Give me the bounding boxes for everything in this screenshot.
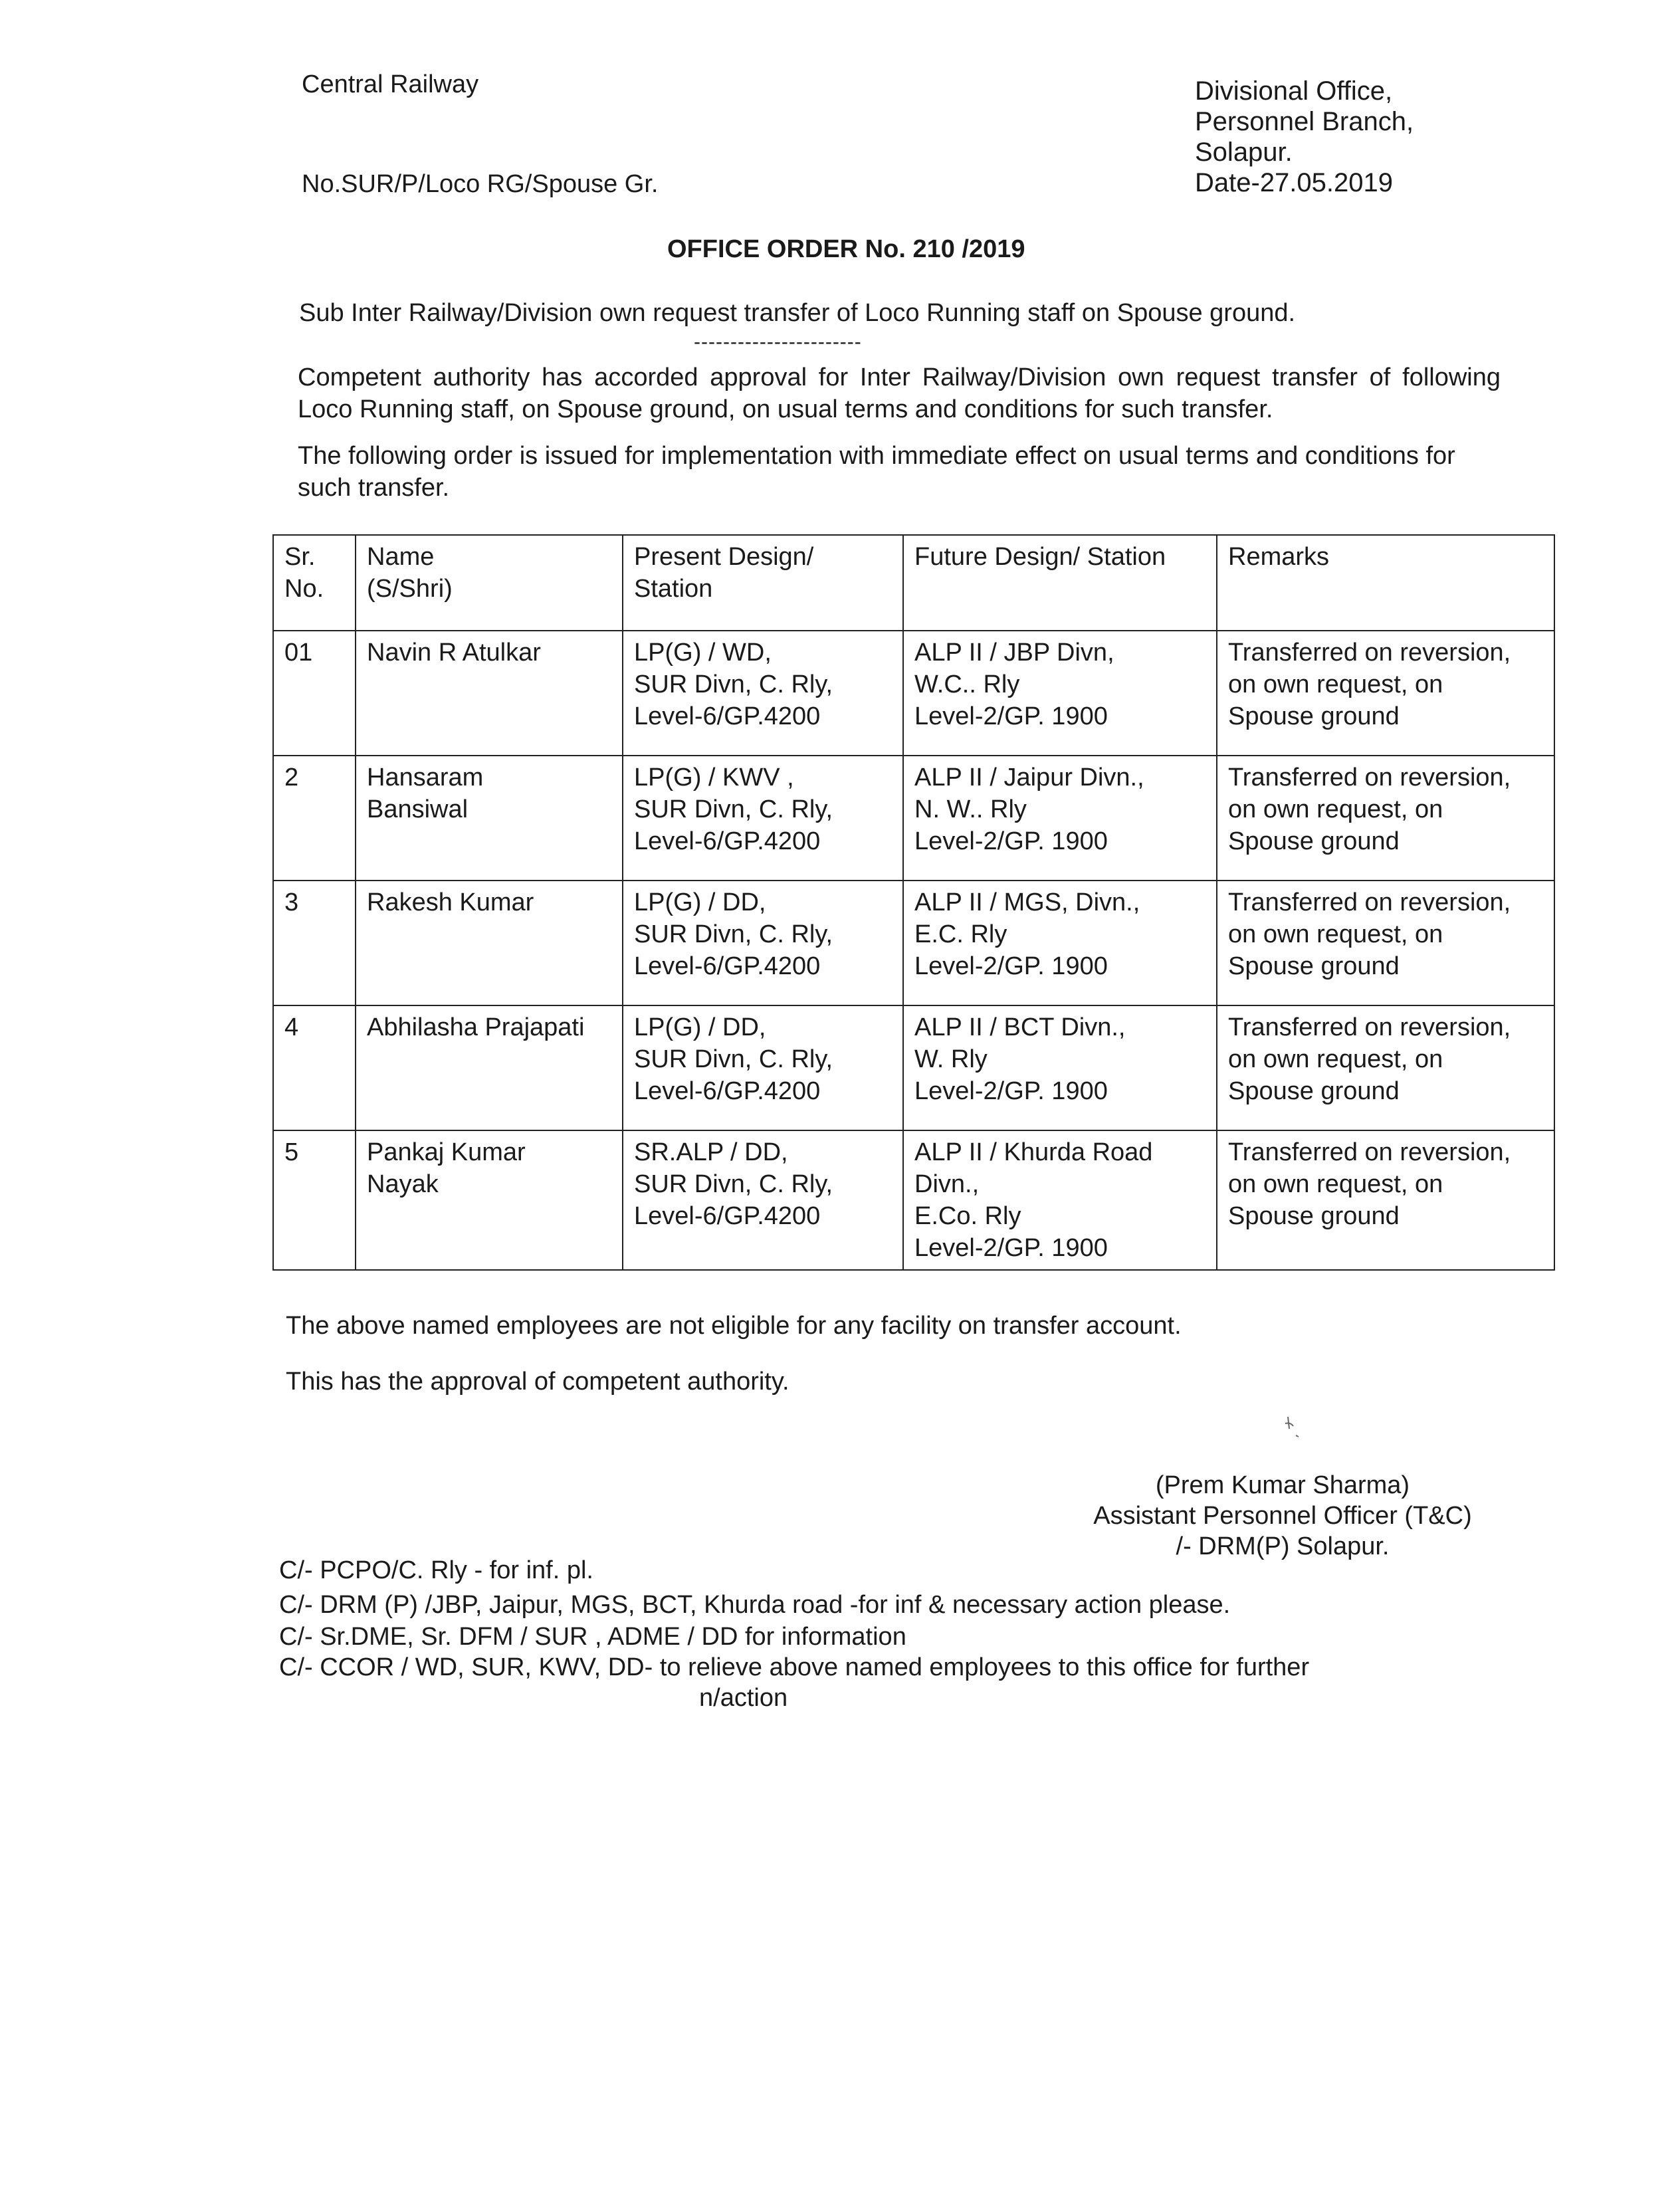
- approval-paragraph: Competent authority has accorded approval for Inter Railway/Division own request transfer of following Loco Running staff, on Spouse ground, on usual terms and conditions for such transfer.: [298, 364, 1501, 423]
- cell-sr: 01: [273, 631, 356, 756]
- copy-to-line: C/- CCOR / WD, SUR, KWV, DD- to relieve above named employees to this office for further: [279, 1653, 1310, 1681]
- table-row: [273, 1005, 1554, 1130]
- cell-name: Pankaj Kumar Nayak: [356, 1130, 623, 1270]
- cell-sr: 3: [273, 881, 356, 1005]
- cell-present: LP(G) / DD, SUR Divn, C. Rly, Level-6/GP.4200: [623, 1005, 903, 1130]
- header-name: Name (S/Shri): [356, 535, 623, 631]
- order-date: Date-27.05.2019: [1195, 168, 1394, 197]
- table-row: [273, 631, 1554, 756]
- cell-remarks: Transferred on reversion, on own request, on Spouse ground: [1217, 631, 1554, 756]
- header-remarks: Remarks: [1217, 535, 1554, 631]
- cell-name: Hansaram Bansiwal: [356, 756, 623, 881]
- header-sr-no: Sr. No.: [273, 535, 356, 631]
- subject-divider: -----------------------: [694, 331, 862, 353]
- cell-remarks: Transferred on reversion, on own request, on Spouse ground: [1217, 1130, 1554, 1270]
- cell-remarks: Transferred on reversion, on own request, on Spouse ground: [1217, 1005, 1554, 1130]
- cell-present: SR.ALP / DD, SUR Divn, C. Rly, Level-6/GP.4200: [623, 1130, 903, 1270]
- transfer-table: [272, 534, 1555, 1271]
- table-header-row: [273, 535, 1554, 631]
- header-future-design: Future Design/ Station: [903, 535, 1217, 631]
- copy-to-line: C/- PCPO/C. Rly - for inf. pl.: [279, 1556, 593, 1584]
- signatory-designation: Assistant Personnel Officer (T&C): [1093, 1502, 1472, 1530]
- office-line: Solapur.: [1195, 138, 1293, 167]
- header-present-design: Present Design/ Station: [623, 535, 903, 631]
- cell-future: ALP II / MGS, Divn., E.C. Rly Level-2/GP. 1900: [903, 881, 1217, 1005]
- cell-remarks: Transferred on reversion, on own request, on Spouse ground: [1217, 756, 1554, 881]
- table-row: [273, 881, 1554, 1005]
- office-line: Personnel Branch,: [1195, 107, 1414, 136]
- cell-sr: 4: [273, 1005, 356, 1130]
- cell-sr: 5: [273, 1130, 356, 1270]
- cell-future: ALP II / JBP Divn, W.C.. Rly Level-2/GP. 1900: [903, 631, 1217, 756]
- signatory-name: (Prem Kumar Sharma): [1155, 1471, 1410, 1499]
- document-title: OFFICE ORDER No. 210 /2019: [667, 235, 1025, 263]
- table-row: [273, 756, 1554, 881]
- table-row: [273, 1130, 1554, 1270]
- cell-name: Navin R Atulkar: [356, 631, 623, 756]
- cell-name: Abhilasha Prajapati: [356, 1005, 623, 1130]
- cell-future: ALP II / Jaipur Divn., N. W.. Rly Level-2/GP. 1900: [903, 756, 1217, 881]
- eligibility-note: The above named employees are not eligible for any facility on transfer account.: [286, 1312, 1182, 1340]
- copy-to-continuation: n/action: [699, 1684, 788, 1712]
- subject-line: Sub Inter Railway/Division own request transfer of Loco Running staff on Spouse ground.: [299, 299, 1296, 327]
- implementation-paragraph: The following order is issued for implementation with immediate effect on usual terms and conditions for such transfer.: [298, 442, 1455, 502]
- cell-future: ALP II / Khurda Road Divn., E.Co. Rly Level-2/GP. 1900: [903, 1130, 1217, 1270]
- cell-remarks: Transferred on reversion, on own request, on Spouse ground: [1217, 881, 1554, 1005]
- approval-note: This has the approval of competent authority.: [286, 1368, 789, 1396]
- office-address-block: [1195, 76, 1414, 198]
- cell-name: Rakesh Kumar: [356, 881, 623, 1005]
- office-line: Divisional Office,: [1195, 76, 1393, 106]
- cell-present: LP(G) / WD, SUR Divn, C. Rly, Level-6/GP.4200: [623, 631, 903, 756]
- reference-number: No.SUR/P/Loco RG/Spouse Gr.: [302, 170, 659, 198]
- copy-to-line: C/- Sr.DME, Sr. DFM / SUR , ADME / DD for information: [279, 1623, 906, 1651]
- signature-mark: [1273, 1409, 1313, 1449]
- cell-present: LP(G) / KWV , SUR Divn, C. Rly, Level-6/GP.4200: [623, 756, 903, 881]
- cell-future: ALP II / BCT Divn., W. Rly Level-2/GP. 1900: [903, 1005, 1217, 1130]
- organization-name: Central Railway: [302, 70, 479, 98]
- cell-sr: 2: [273, 756, 356, 881]
- signatory-office: /- DRM(P) Solapur.: [1176, 1532, 1390, 1560]
- cell-present: LP(G) / DD, SUR Divn, C. Rly, Level-6/GP.4200: [623, 881, 903, 1005]
- copy-to-line: C/- DRM (P) /JBP, Jaipur, MGS, BCT, Khurda road -for inf & necessary action please.: [279, 1591, 1231, 1619]
